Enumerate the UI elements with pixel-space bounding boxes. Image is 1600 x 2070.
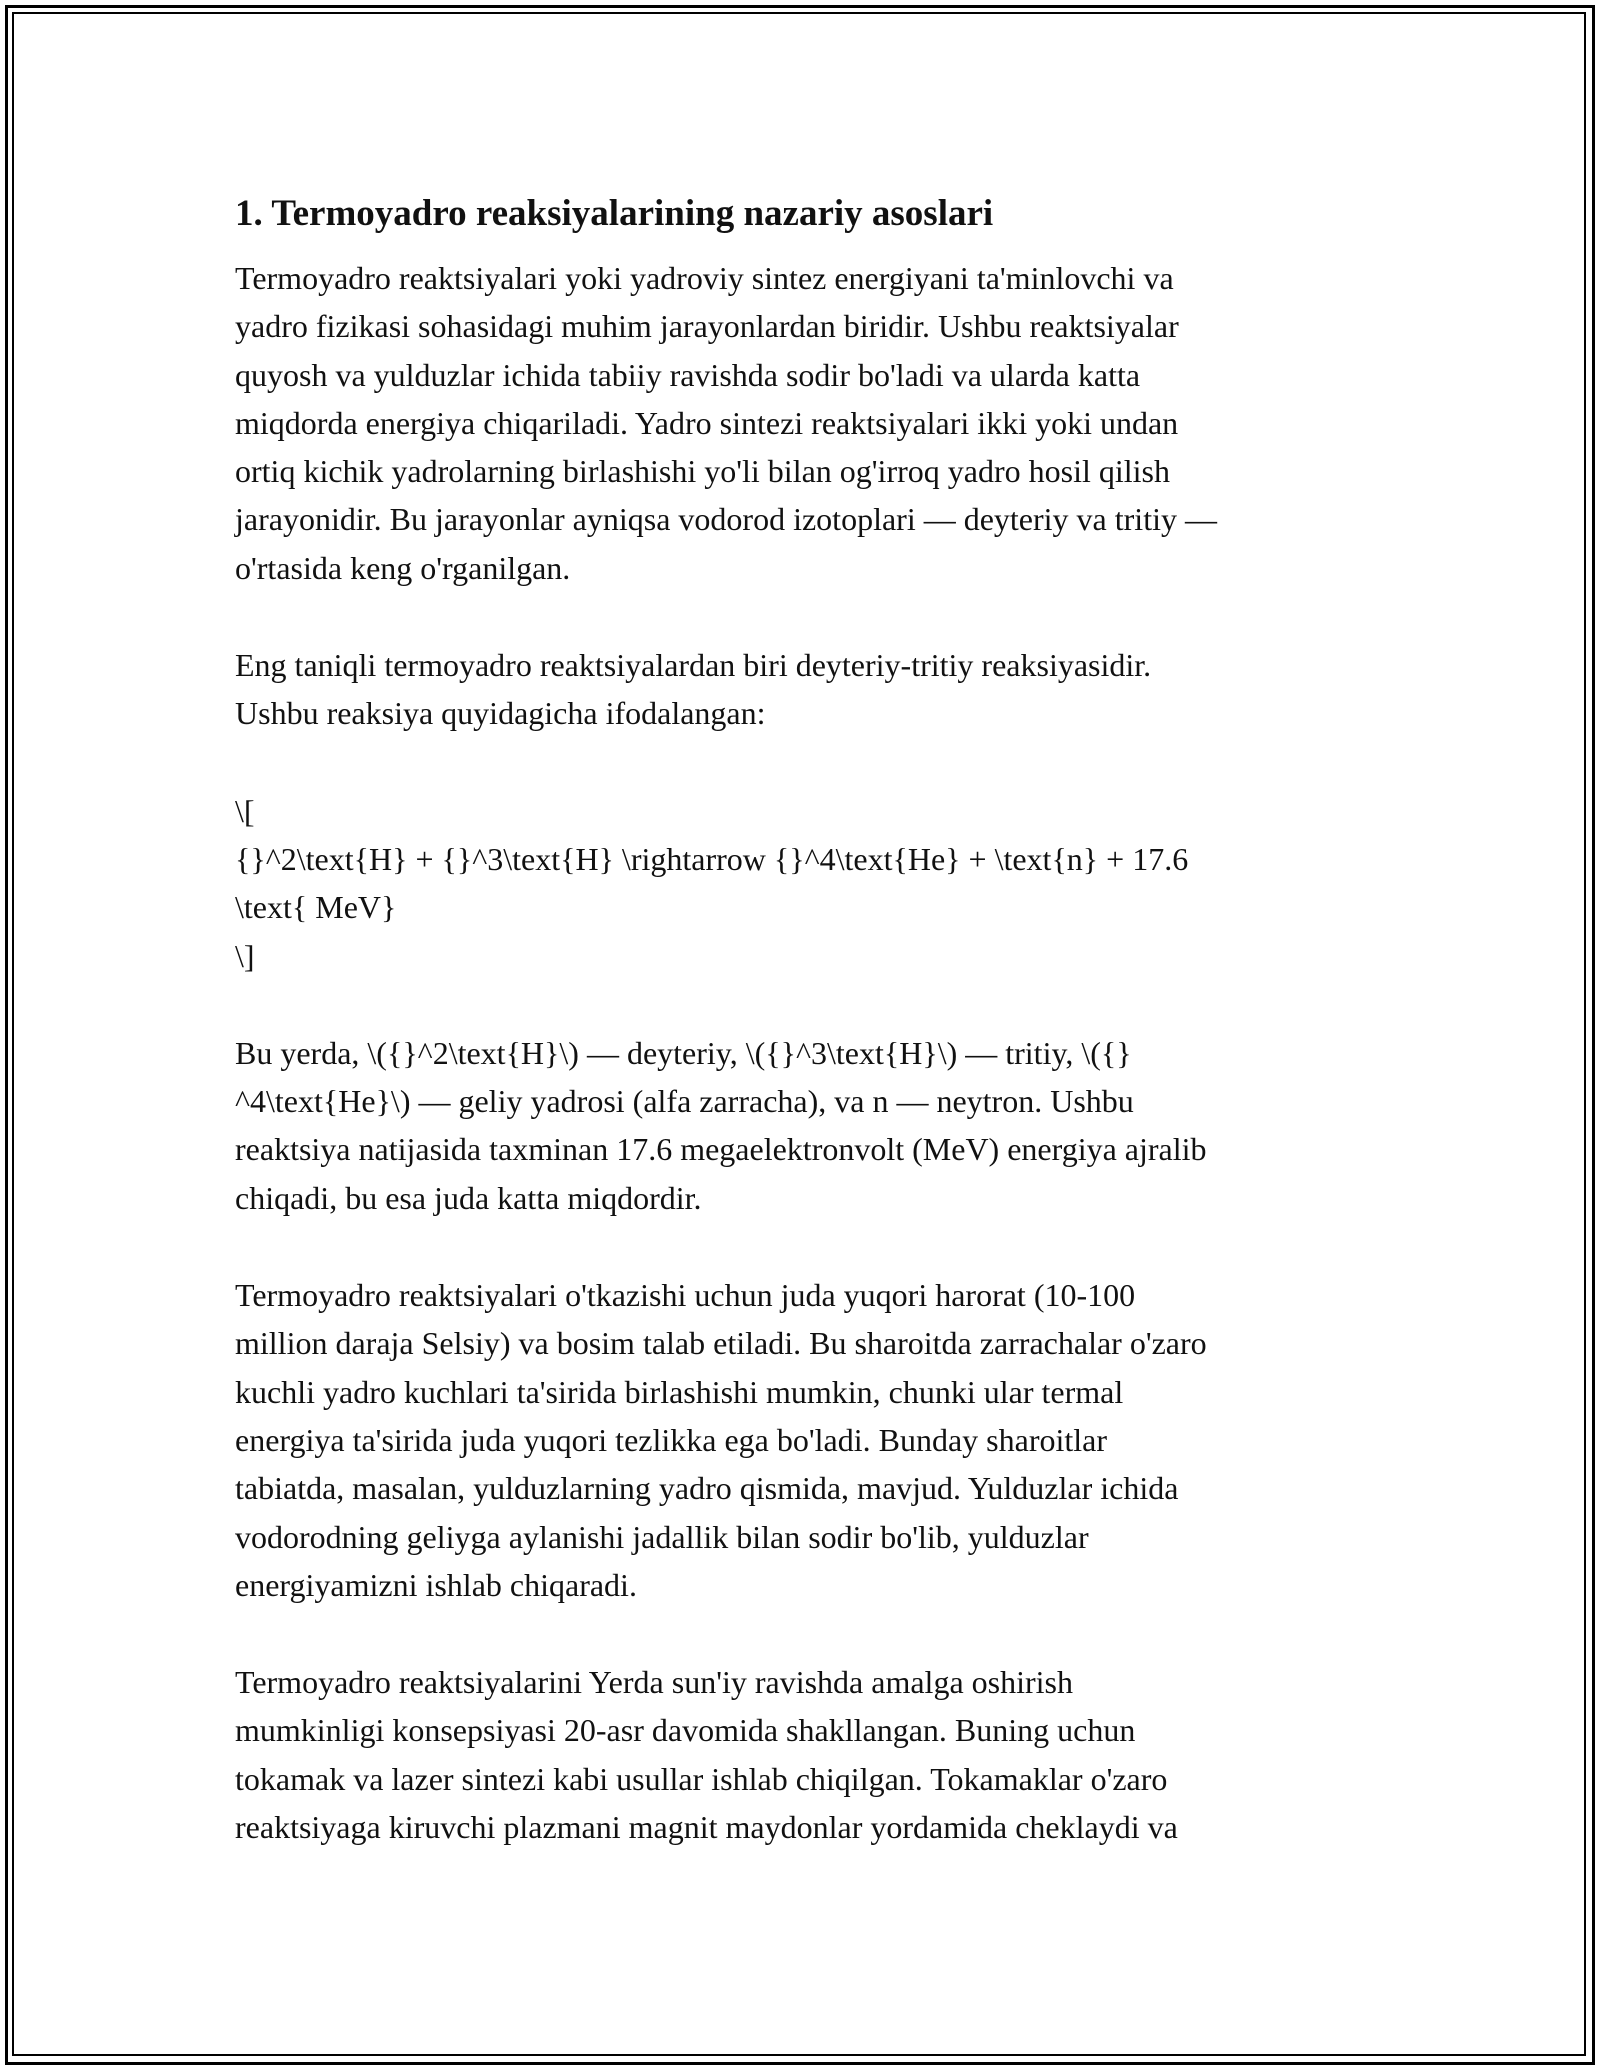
paragraph-reaction-explanation: Bu yerda, \({}^2\text{H}\) — deyteriy, \({}^3\text{H}\) — tritiy, \({} ^4\text{He}\) — geliy yadrosi (alfa zarracha), va n — neytron. Ushbu reaktsiya natijasida taxminan 17.6 megaelektronvolt (MeV) energiya ajralib chiqadi, bu esa juda katta miqdordir. [235, 1034, 1207, 1216]
formula-line-1: {}^2\text{H} + {}^3\text{H} \rightarrow {}^4\text{He} + \text{n} + 17.6 [235, 840, 1189, 877]
formula-open-delimiter: \[ [235, 792, 255, 829]
paragraph-conditions: Termoyadro reaktsiyalari o'tkazishi uchun juda yuqori harorat (10-100 million daraja Selsiy) va bosim talab etiladi. Bu sharoitda zarrachalar o'zaro kuchli yadro kuchlari ta'sirida birlashishi mumkin, chunki ular termal energiya ta'sirida juda yuqori tezlikka ega bo'ladi. Bunday sharoitlar tabiatda, masalan, yulduzlarning yadro qismida, mavjud. Yulduzlar ichida vodorodning geliyga aylanishi jadallik bilan sodir bo'lib, yulduzlar energiyamizni ishlab chiqaradi. [235, 1277, 1207, 1603]
formula-close-delimiter: \] [235, 937, 255, 974]
formula-block [235, 787, 1375, 980]
paragraph-intro: Termoyadro reaktsiyalari yoki yadroviy sintez energiyani ta'minlovchi va yadro fizikasi sohasidagi muhim jarayonlardan biridir. Ushbu reaktsiyalar quyosh va yulduzlar ichida tabiiy ravishda sodir bo'ladi va ularda katta miqdorda energiya chiqariladi. Yadro sintezi reaktsiyalari ikki yoki undan ortiq kichik yadrolarning birlashishi yo'li bilan og'irroq yadro hosil qilish jarayonidir. Bu jarayonlar ayniqsa vodorod izotoplari — deyteriy va tritiy — o'rtasida keng o'rganilgan. [235, 260, 1217, 586]
document-body [235, 186, 1375, 1900]
paragraph-earth-fusion: Termoyadro reaktsiyalarini Yerda sun'iy ravishda amalga oshirish mumkinligi konsepsiyasi 20-asr davomida shakllangan. Buning uchun tokamak va lazer sintezi kabi usullar ishlab chiqilgan. Tokamaklar o'zaro reaktsiyaga kiruvchi plazmani magnit maydonlar yordamida cheklaydi va [235, 1664, 1178, 1846]
paragraph-reaction-intro: Eng taniqli termoyadro reaktsiyalardan biri deyteriy-tritiy reaksiyasidir. Ushbu reaksiya quyidagicha ifodalangan: [235, 647, 1152, 732]
section-heading: 1. Termoyadro reaksiyalarining nazariy asoslari [235, 193, 994, 234]
formula-line-2: \text{ MeV} [235, 889, 397, 926]
